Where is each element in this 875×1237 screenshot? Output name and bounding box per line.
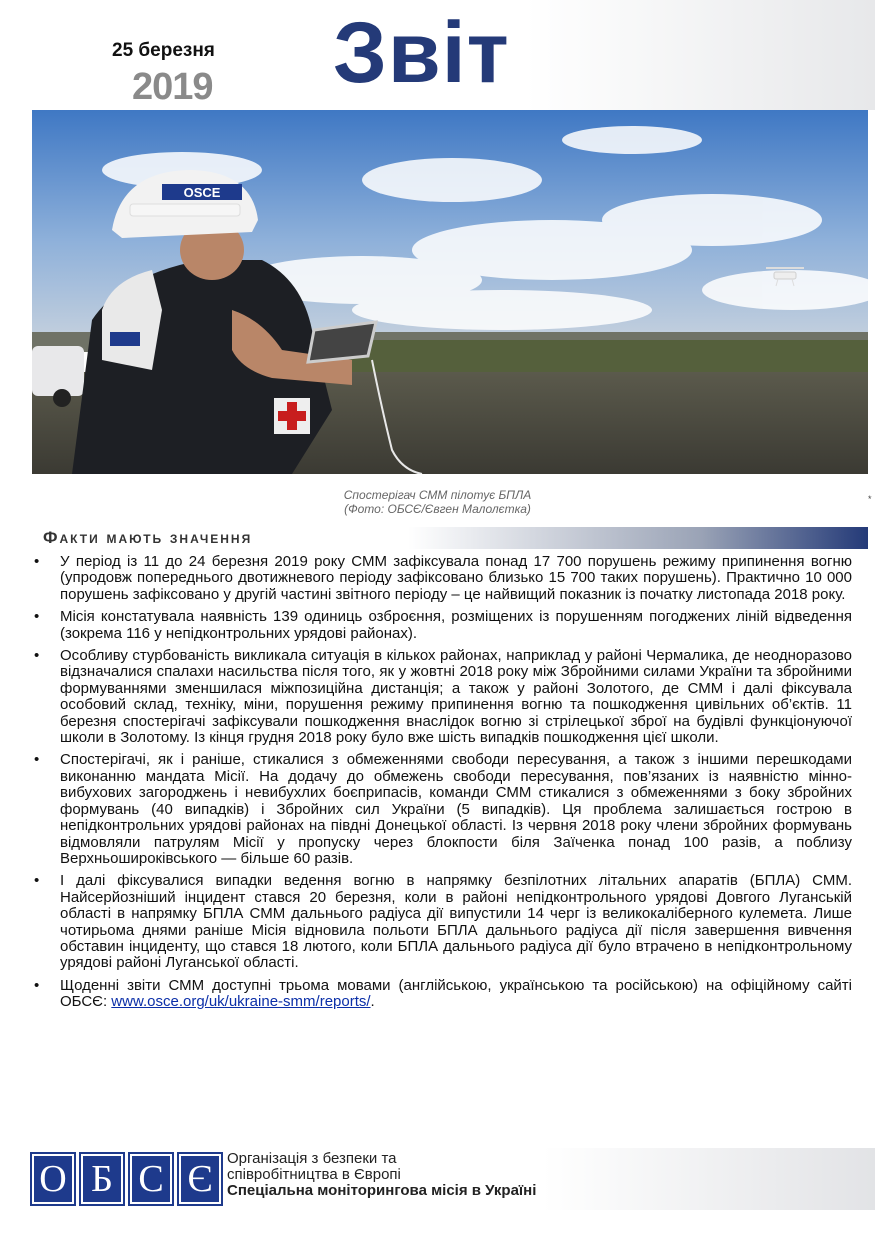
logo-letter: Б xyxy=(79,1152,125,1206)
reports-text-end: . xyxy=(370,993,375,1011)
photo-caption-line2: (Фото: ОБСЄ/Євген Малолєтка) xyxy=(344,502,531,516)
org-line2: співробітництва в Європі xyxy=(227,1166,401,1183)
report-year: 2019 xyxy=(132,66,213,108)
logo-letter: Є xyxy=(177,1152,223,1206)
list-item: • Особливу стурбованість викликала ситуація в кількох районах, наприклад у районі Чермалика, де неодноразово відзначалися спалахи насильства після того, як у жовтні 2018 року між Збройними силами України та збройними формуваннями зменшилася міжпозиційна дистанція; а також у районі Золотого, де СММ і далі фіксувала особовий склад, техніку, міни, порушення режиму припинення вогню та пошкодження цивільних об’єктів. 11 березня спостерігачі зафіксували пошкодження внаслідок вогню зі стрілецької зброї на будівлі функціонуючої школи в Золотому. Із кінця грудня 2018 року було вже шість випадків пошкодження цієї школи. xyxy=(32,648,852,746)
organization-name xyxy=(227,1151,536,1199)
photo-caption-line1: Спостерігач СММ пілотує БПЛА xyxy=(343,488,532,502)
osce-logo xyxy=(30,1152,223,1206)
page-title: Звіт xyxy=(333,5,510,101)
facts-section-title: Факти мають значення xyxy=(43,528,253,547)
cover-photo xyxy=(32,110,868,474)
logo-letter: О xyxy=(30,1152,76,1206)
footnote-marker: * xyxy=(868,494,872,504)
list-item: • Спостерігачі, як і раніше, стикалися з обмеженнями свободи пересування, а також з іншими перешкодами виконанню мандата Місії. На додачу до обмежень свободи пересування, пов’язаних із наявністю мінно-вибухових загороджень і невибухлих боєприпасів, команди СММ стикалися з обмеженнями з боку збройних формувань (40 випадків) і Збройних сил України (5 випадків). Ця проблема залишається гострою в непідконтрольних урядові районах на півдні Донецької області. Із червня 2018 року члени збройних формувань відмовляли патрулям Місії у пропуску через блокпости біля Заїченка понад 100 разів, а поблизу Верхньошироківського — більше 60 разів. xyxy=(32,752,852,867)
list-item xyxy=(32,978,852,1011)
facts-list xyxy=(32,554,852,1017)
logo-letter: С xyxy=(128,1152,174,1206)
list-item: • У період із 11 до 24 березня 2019 року СММ зафіксувала понад 17 700 порушень режиму припинення вогню (упродовж попереднього двотижневого періоду зафіксовано близько 15 700 таких порушень). Практично 10 000 порушень зафіксовано у другій частині звітного періоду – це найвищий показник із початку листопада 2018 року. xyxy=(32,554,852,603)
report-date: 25 березня xyxy=(112,40,215,61)
list-item: • І далі фіксувалися випадки ведення вогню в напрямку безпілотних літальних апаратів (БПЛА) СММ. Найсерйозніший інцидент стався 20 березня, коли в районі непідконтрольного урядові Довгого Луганській області в напрямку БПЛА СММ дальнього радіуса дії випустили 14 черг із великокаліберного кулемета. Лише чотирьома днями раніше Місія відновила польоти БПЛА дальнього радіуса дії після завершення вивчення обставин інциденту, що стався 18 лютого, коли БПЛА дальнього радіуса дії було втрачено в непідконтрольному урядові районі Луганської області. xyxy=(32,873,852,971)
reports-link[interactable]: www.osce.org/uk/ukraine-smm/reports/ xyxy=(111,993,371,1011)
org-line1: Організація з безпеки та xyxy=(227,1150,397,1167)
org-line3: Спеціальна моніторингова місія в Україні xyxy=(227,1182,537,1199)
list-item: • Місія констатувала наявність 139 одиниць озброєння, розміщених із порушенням погоджених ліній відведення (зокрема 116 у непідконтрольних урядові районах). xyxy=(32,609,852,642)
photo-caption xyxy=(0,488,875,516)
helmet-label: OSCE xyxy=(183,185,221,200)
reports-text: Щоденні звіти СММ доступні трьома мовами (англійською, українською та російською) на офіційному сайті ОБСЄ: xyxy=(60,976,852,1011)
